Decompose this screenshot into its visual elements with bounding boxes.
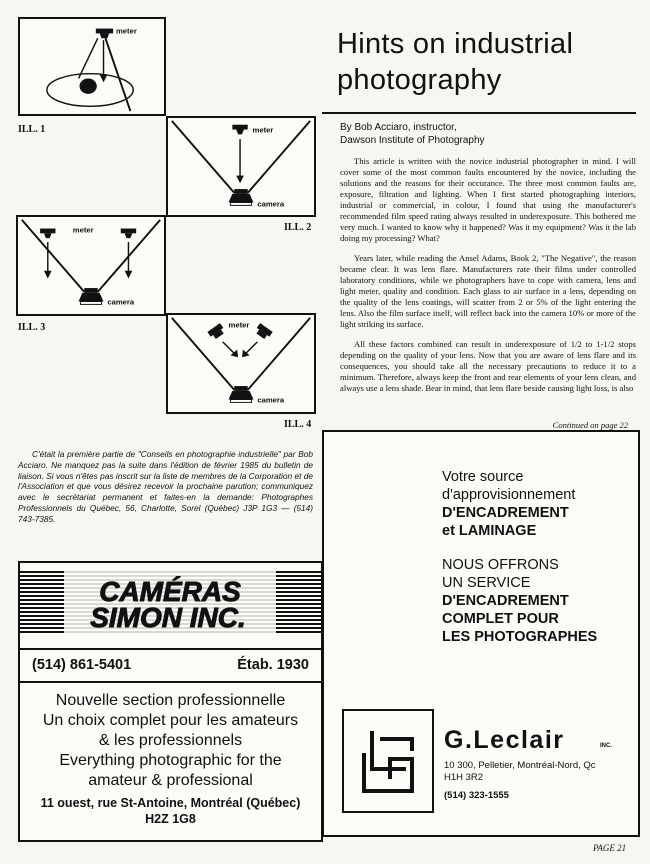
simon-phone: (514) 861-5401 [32,657,132,673]
ill4-meter-text: meter [228,320,250,330]
article-body [340,156,636,403]
leclair-address-line1: 10 300, Pelletier, Montréal-Nord, Qc [444,760,596,771]
illustration-1 [18,17,166,116]
simon-line: Un choix complet pour les amateurs [42,712,299,729]
leclair-line: D'ENCADREMENT [442,505,569,521]
ill3-diagram [18,217,164,314]
leclair-address [444,760,634,783]
ill4-label: ILL. 4 [284,419,312,430]
ill4-meter-icon-left [207,323,226,340]
leclair-line: UN SERVICE [442,575,531,591]
byline-author: By Bob Acciaro, instructor, [340,122,457,133]
simon-address [20,795,321,827]
continued-link[interactable]: Continued on page 22 [552,420,628,430]
leclair-line: COMPLET POUR [442,611,559,627]
article-paragraph: All these factors combined can result in underexposure of 1/2 to 1-1/2 stops depending on the quality of your lens. Now that you are aware of lens flare and its consequences, you should take all the necessary precautions to reduce it to a minimum. Therefore, always keep the front and rear elements of your lens clean, and always use a lens shade. Bear in mind, that lens flare beside causing light loss, is also [340,339,636,393]
leclair-line: D'ENCADREMENT [442,593,569,609]
article-headline: Hints on industrial photography [337,28,574,96]
article-paragraph: Years later, while reading the Ansel Adams, Book 2, "The Negative", the reason became clear. It was lens flare. Manufacturers rate their films under controlled laboratory conditions, while we photographers have to cope with camera, lens and light meter, quality and condition. Each glass to air surface in a lens, depending on the quality of the lens coatings, will scatter from 2 or 5% of the light entering the lens. Also the film surface itself, will reflect back into the camera 10% or more of the light striking its surface. [340,253,636,329]
simon-line: & les professionnels [98,732,243,749]
ill3-label: ILL. 3 [18,322,46,333]
ill2-meter-text: meter [252,125,274,135]
simon-established: Étab. 1930 [237,657,309,673]
byline-institution: Dawson Institute of Photography [340,134,485,146]
ill2-camera-text: camera [257,199,285,209]
french-note: C'était la première partie de "Conseils en photographie industrielle" par Bob Acciaro. Ne manquez pas la suite dans l'édition de février 1985 du bulletin de liaison. Si vous n'êtes pas inscrit sur la liste de membres de la Corporation et de l'Association et que vous désirez recevoir la prochaine parution; communiquez avec le secrétariat permanent et faites-en la demande: Photographes Professionnels du Québec, 56, Charlotte, Sorel (Québec) J3P 1G3 — (514) 743-7385. [18,449,313,524]
simon-address-line2: H2Z 1G8 [145,812,196,826]
leclair-line: Votre source [442,469,524,485]
simon-divider [20,648,321,650]
ill3-meter-text: meter [72,225,94,235]
ill1-meter-icon [96,29,113,34]
leclair-address-line2: H1H 3R2 [444,771,484,783]
leclair-line: d'approvisionnement [442,487,576,503]
leclair-copy [442,468,632,646]
ill1-diagram [20,19,164,114]
simon-address-line1: 11 ouest, rue St-Antoine, Montréal (Québec) [40,796,301,810]
simon-line: amateur & professional [88,772,253,789]
byline [340,122,635,147]
ill3-meter-icon-right [121,229,136,234]
illustration-3 [16,215,166,316]
ill2-label: ILL. 2 [284,222,312,233]
ill3-camera-text: camera [107,297,135,307]
leclair-ad [322,430,640,837]
simon-details [20,681,321,842]
ill4-meter-icon-right [254,323,273,340]
leclair-logo-icon [342,709,434,813]
ill3-meter-icon-left [40,229,55,234]
simon-line: Everything photographic for the [59,752,282,769]
leclair-name: G.Leclair [444,726,565,754]
leclair-line: et LAMINAGE [442,523,537,539]
leclair-phone: (514) 323-1555 [444,790,509,801]
leclair-line: LES PHOTOGRAPHES [442,629,598,645]
ill4-camera-text: camera [257,395,285,405]
simon-line: Nouvelle section professionnelle [55,692,286,709]
simon-logo-line2: SIMON INC. [90,602,246,633]
leclair-inc: INC. [600,743,612,749]
cameras-simon-ad [18,561,323,842]
cameras-simon-logo [20,563,321,643]
ill2-meter-icon [232,125,247,130]
header-rule [322,112,636,114]
ill2-diagram [168,118,314,215]
leclair-line: NOUS OFFRONS [442,557,559,573]
ill1-label: ILL. 1 [18,124,46,135]
ill4-diagram [168,315,314,412]
page-number: PAGE 21 [593,843,627,853]
illustration-2 [166,116,316,217]
article-paragraph: This article is written with the novice industrial photographer in mind. I will cover some of the most common faults encountered by the novice, including the solutions and the reasons for their occurance. The three most common faults are, exposure, filtration and lighting. When I first started photographing interiors, industrial or commercial, in colour, I found that using the manufacturer's recommended film speed rating always resulted in underexposure. This bothered me very much. I wanted to know why it happened? Was it my equipment? Was it the lab doing my processing? What? [340,156,636,243]
ill1-meter-text: meter [115,26,137,36]
illustration-4 [166,313,316,414]
simon-logo-line1: CAMÉRAS [99,576,241,607]
ill1-subject [80,78,97,93]
